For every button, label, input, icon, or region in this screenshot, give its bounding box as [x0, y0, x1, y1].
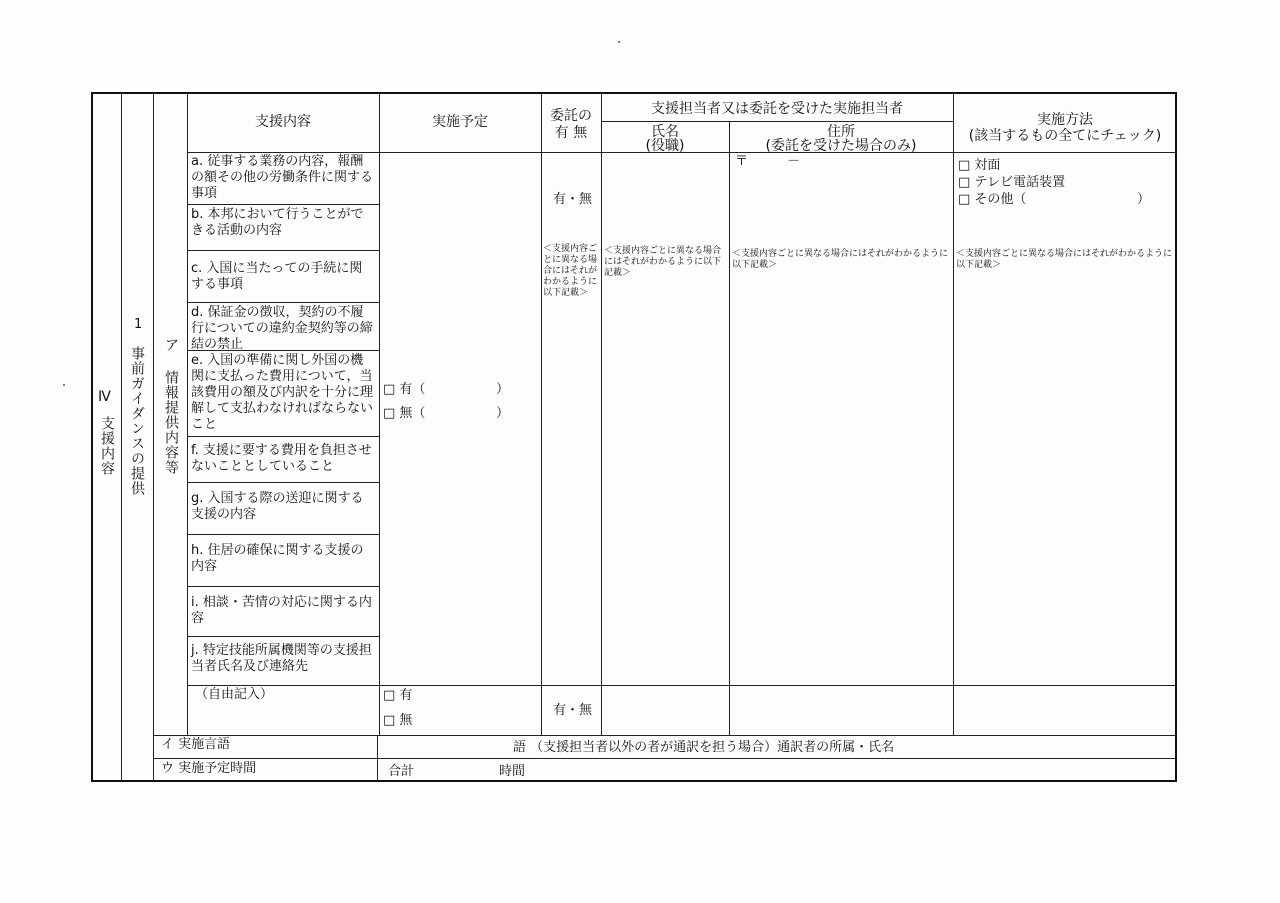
support-item-g: g. 入国する際の送迎に関する支援の内容 [187, 482, 379, 534]
support-item-i: i. 相談・苦情の対応に関する内容 [187, 586, 379, 636]
header-delegation-1: 委託の [550, 108, 592, 124]
method-other-close: ） [1137, 192, 1151, 207]
name-note: ＜支援内容ごとに異なる場合にはそれがわかるように以下記載＞ [604, 246, 722, 278]
time-label: ウ 実施予定時間 [161, 761, 257, 776]
time-total-label: 合計 [388, 764, 415, 779]
delegation-note: ＜支援内容ごとに異なる場合にはそれがわかるように以下記載＞ [543, 244, 598, 298]
support-content-form [91, 92, 1177, 782]
schedule-no-checkbox[interactable]: □ 無（ [383, 406, 426, 421]
header-method: 実施方法 [1037, 112, 1093, 128]
header-name: 氏名 [651, 124, 679, 140]
language-label: イ 実施言語 [161, 737, 231, 752]
section-number: Ⅳ [98, 389, 111, 405]
free-delegation-yes-no[interactable]: 有・無 [553, 703, 593, 718]
address-note: ＜支援内容ごとに異なる場合にはそれがわかるように以下記載＞ [732, 249, 949, 270]
support-items-list [187, 152, 379, 685]
subsection-number: 1 [134, 317, 143, 332]
support-item-d: d. 保証金の徴収，契約の不履行についての違約金契約等の締結の禁止 [187, 302, 379, 350]
method-note: ＜支援内容ごとに異なる場合にはそれがわかるように以下記載＞ [956, 249, 1173, 270]
free-schedule-no-checkbox[interactable]: □ 無 [383, 713, 413, 728]
item-letter-a: ア [165, 338, 179, 354]
schedule-yes-checkbox[interactable]: □ 有（ [383, 382, 426, 397]
scan-speck [618, 41, 620, 43]
free-schedule-yes-checkbox[interactable]: □ 有 [383, 688, 413, 703]
header-name-role: (役職) [645, 138, 685, 154]
support-item-e: e. 入国の準備に関し外国の機関に支払った費用について，当該費用の額及び内訳を十分に理解して支払わなければならないこと [187, 350, 379, 436]
section-title: 支援内容 [99, 416, 115, 476]
postal-code-field[interactable]: 〒 － [735, 154, 801, 169]
header-person-group: 支援担当者又は委託を受けた実施担当者 [651, 101, 903, 117]
header-address-note: (委託を受けた場合のみ) [765, 138, 917, 154]
header-address: 住所 [827, 124, 855, 140]
scan-speck [63, 384, 65, 386]
free-entry-label: （自由記入） [195, 687, 274, 702]
support-item-c: c. 入国に当たっての手続に関する事項 [187, 250, 379, 302]
language-value[interactable]: 語 （支援担当者以外の者が通訳を担う場合）通訳者の所属・氏名 [513, 740, 895, 755]
schedule-no-close: ） [496, 406, 510, 421]
support-item-f: f. 支援に要する費用を負担させないこととしていること [187, 436, 379, 482]
delegation-yes-no[interactable]: 有・無 [553, 192, 593, 207]
support-item-b: b. 本邦において行うことができる活動の内容 [187, 204, 379, 250]
support-item-j: j. 特定技能所属機関等の支援担当者氏名及び連絡先 [187, 636, 379, 685]
subsection-title: 事前ガイダンスの提供 [129, 346, 145, 496]
header-delegation-2: 有 無 [554, 125, 588, 141]
header-method-note: (該当するもの全てにチェック) [968, 128, 1162, 144]
time-hours-label: 時間 [499, 764, 526, 779]
method-face-to-face-checkbox[interactable]: □ 対面 [958, 158, 1001, 173]
info-provision-title: 情報提供内容等 [163, 370, 179, 475]
support-item-h: h. 住居の確保に関する支援の内容 [187, 534, 379, 586]
header-schedule: 実施予定 [432, 114, 488, 130]
method-other-checkbox[interactable]: □ その他（ [958, 192, 1027, 207]
schedule-yes-close: ） [496, 382, 510, 397]
method-video-call-checkbox[interactable]: □ テレビ電話装置 [958, 175, 1066, 190]
support-item-a: a. 従事する業務の内容，報酬の額その他の労働条件に関する事項 [191, 154, 374, 201]
header-content: 支援内容 [255, 114, 311, 130]
